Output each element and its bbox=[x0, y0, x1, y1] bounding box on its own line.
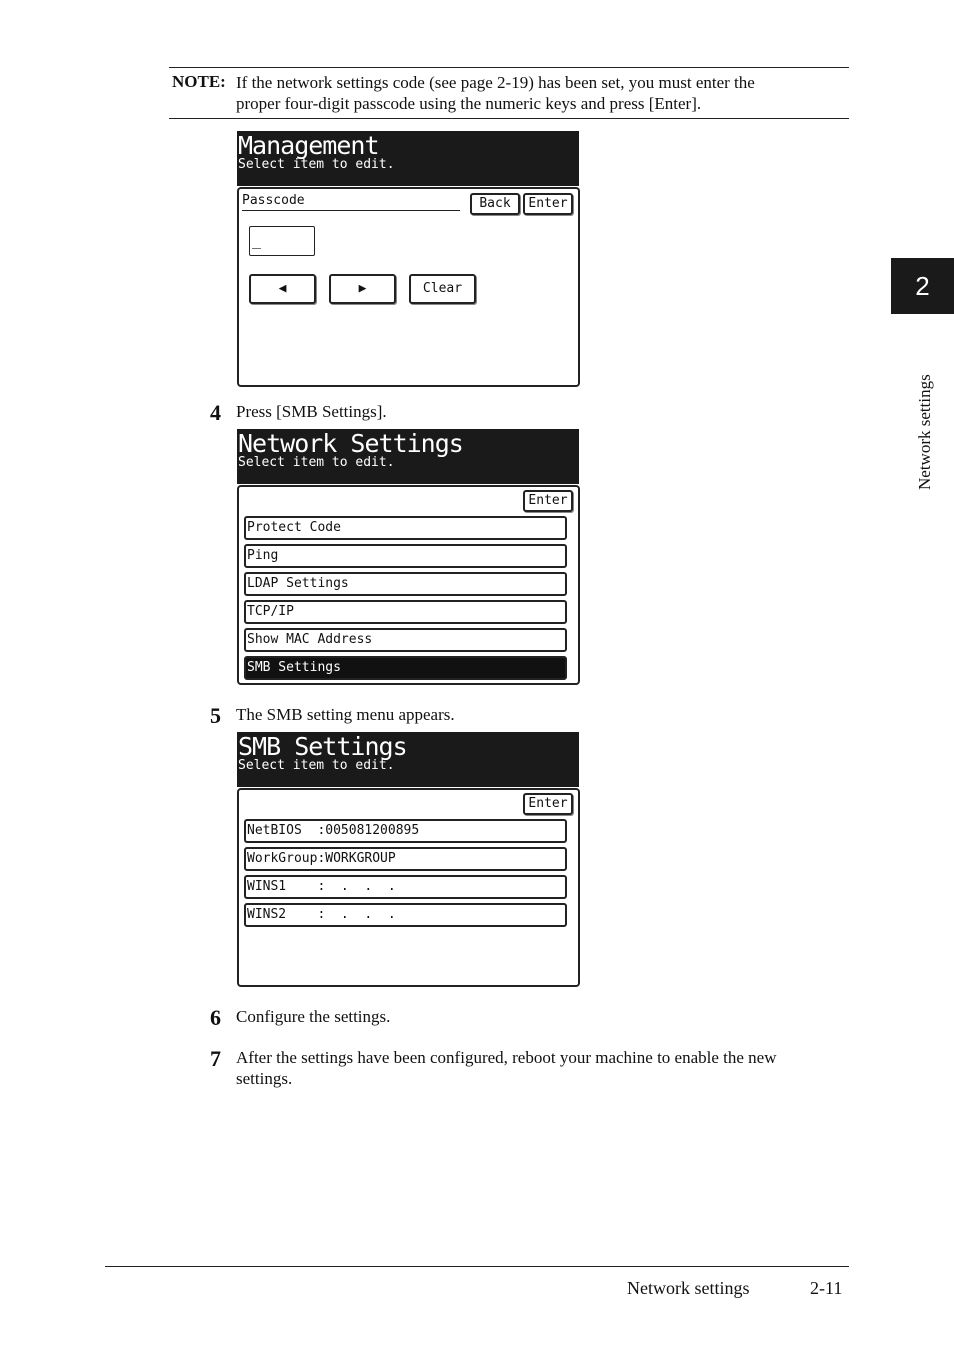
management-screen-header bbox=[237, 131, 579, 186]
chapter-side-label: Network settings bbox=[915, 374, 934, 490]
smb-screen-title: SMB Settings bbox=[238, 732, 407, 761]
smb-screen-header bbox=[237, 732, 579, 787]
right-arrow-button[interactable]: ▶ bbox=[329, 274, 396, 304]
step-6-text: Configure the settings. bbox=[236, 1007, 391, 1026]
passcode-input[interactable]: _ bbox=[249, 226, 315, 256]
network-screen-panel bbox=[237, 485, 580, 685]
smb-item-netbios[interactable]: NetBIOS :005081200895 bbox=[244, 819, 567, 843]
chapter-tab: 2 bbox=[891, 258, 954, 314]
network-screen-subtitle: Select item to edit. bbox=[238, 455, 395, 470]
menu-item-protect-code[interactable]: Protect Code bbox=[244, 516, 567, 540]
note-line-1: If the network settings code (see page 2-19) has been set, you must enter the bbox=[236, 73, 755, 92]
footer-page-number: 2-11 bbox=[810, 1278, 843, 1298]
clear-button[interactable]: Clear bbox=[409, 274, 476, 304]
passcode-label: Passcode bbox=[242, 193, 305, 208]
menu-item-ping[interactable]: Ping bbox=[244, 544, 567, 568]
step-7-line-1: After the settings have been configured, reboot your machine to enable the new bbox=[236, 1048, 777, 1067]
footer-rule bbox=[105, 1266, 849, 1267]
step-4-text: Press [SMB Settings]. bbox=[236, 402, 387, 421]
footer-section: Network settings bbox=[627, 1278, 750, 1298]
step-6-number: 6 bbox=[210, 1005, 221, 1030]
note-bottom-rule bbox=[169, 118, 849, 119]
management-screen-subtitle: Select item to edit. bbox=[238, 157, 395, 172]
management-screen-panel bbox=[237, 187, 580, 387]
left-arrow-button[interactable]: ◀ bbox=[249, 274, 316, 304]
enter-button[interactable]: Enter bbox=[523, 490, 573, 512]
menu-item-smb-settings[interactable]: SMB Settings bbox=[244, 656, 567, 680]
back-button[interactable]: Back bbox=[470, 193, 520, 215]
network-screen-title: Network Settings bbox=[238, 429, 463, 458]
note-line-2: proper four-digit passcode using the numeric keys and press [Enter]. bbox=[236, 94, 702, 113]
menu-item-tcp-ip[interactable]: TCP/IP bbox=[244, 600, 567, 624]
smb-item-wins2[interactable]: WINS2 : . . . bbox=[244, 903, 567, 927]
passcode-underline bbox=[242, 210, 460, 211]
step-4-number: 4 bbox=[210, 400, 221, 425]
step-5-text: The SMB setting menu appears. bbox=[236, 705, 455, 724]
management-screen-title: Management bbox=[238, 131, 379, 160]
note-top-rule bbox=[169, 67, 849, 68]
smb-item-wins1[interactable]: WINS1 : . . . bbox=[244, 875, 567, 899]
note-label: NOTE: bbox=[172, 72, 226, 91]
step-7-line-2: settings. bbox=[236, 1069, 293, 1088]
smb-item-workgroup[interactable]: WorkGroup:WORKGROUP bbox=[244, 847, 567, 871]
step-7-number: 7 bbox=[210, 1046, 221, 1071]
menu-item-show-mac-address[interactable]: Show MAC Address bbox=[244, 628, 567, 652]
network-screen-header bbox=[237, 429, 579, 484]
smb-screen-panel bbox=[237, 788, 580, 987]
enter-button[interactable]: Enter bbox=[523, 793, 573, 815]
step-5-number: 5 bbox=[210, 703, 221, 728]
smb-screen-subtitle: Select item to edit. bbox=[238, 758, 395, 773]
menu-item-ldap-settings[interactable]: LDAP Settings bbox=[244, 572, 567, 596]
enter-button[interactable]: Enter bbox=[523, 193, 573, 215]
